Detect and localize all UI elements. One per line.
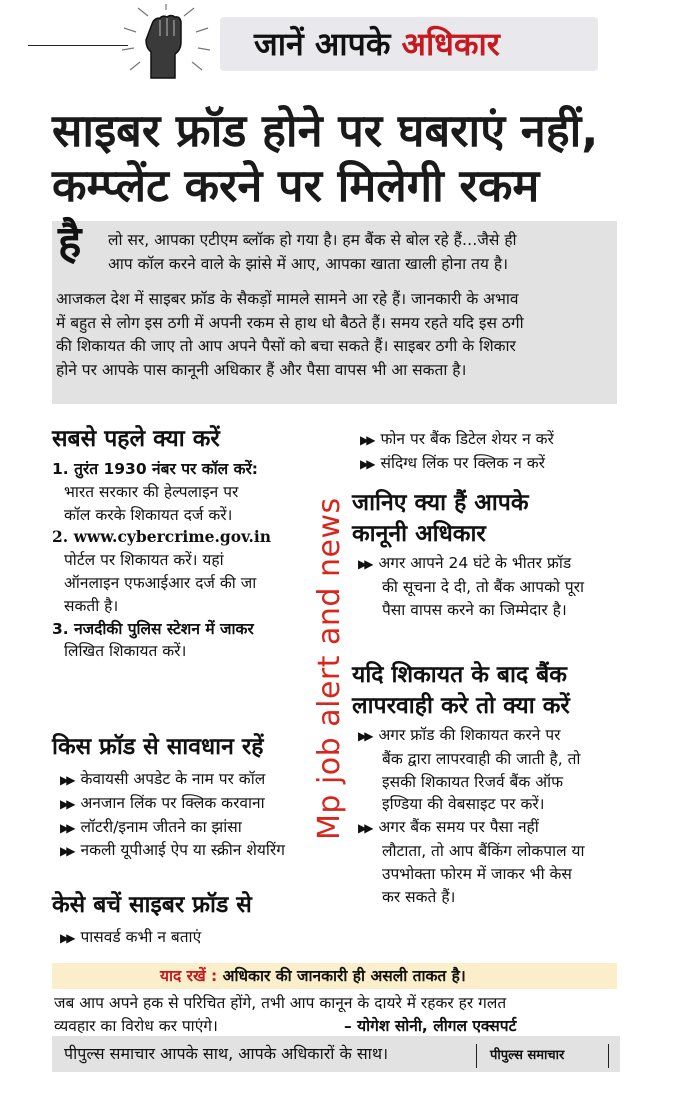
intro-line: आजकल देश में साइबर फ्रॉड के सैकड़ों मामले सामने आ रहे हैं। जानकारी के अभाव [56,290,519,308]
negligence-text: इसकी शिकायत रिजर्व बैंक ऑफ [382,772,564,791]
negligence-text: लौटाता, तो आप बैंकिंग लोकपाल या [382,841,585,860]
step-line: भारत सरकार की हेल्पलाइन पर [64,482,239,501]
rights-heading: कानूनी अधिकार [352,521,486,547]
footer-text: पीपुल्स समाचार आपके साथ, आपके अधिकारों के साथ। [64,1044,389,1063]
rights-heading: जानिए क्या हैं आपके [352,490,529,516]
first-steps-section [52,424,322,663]
intro-drop-char: है [58,217,82,268]
arrow-bullet-icon: ▶▶ [60,796,73,811]
protect-section [52,890,322,950]
protect-item: ▶▶ संदिग्ध लिंक पर क्लिक न करें [360,453,546,472]
arrow-bullet-icon: ▶▶ [60,844,73,859]
rights-section [352,488,642,621]
arrow-bullet-icon: ▶▶ [360,433,373,447]
negligence-text: उपभोक्ता फोरम में जाकर भी केस [382,864,572,883]
rights-text: की सूचना दे दी, तो बैंक आपको पूरा [382,577,585,596]
arrow-bullet-icon: ▶▶ [60,820,73,835]
note-line1 [160,965,466,988]
note-line: व्यवहार का विरोध कर पाएंगे। [54,1017,218,1035]
beware-item: ▶▶ अनजान लिंक पर क्लिक करवाना [60,793,265,812]
beware-section [52,732,322,863]
protect-heading: केसे बचें साइबर फ्रॉड से [52,892,252,918]
arrow-bullet-icon: ▶▶ [358,821,371,836]
arrow-bullet-icon: ▶▶ [358,557,371,571]
negligence-heading: लापरवाही करे तो क्या करें [352,693,570,719]
step-link: 2. www.cybercrime.gov.in [52,527,272,547]
note-label: याद रखें : [160,967,218,985]
negligence-text: अगर बैंक समय पर पैसा नहीं [378,818,539,837]
protect-item: ▶▶ फोन पर बैंक डिटेल शेयर न करें [360,430,554,448]
protect-continued [360,428,630,476]
arrow-bullet-icon: ▶▶ [60,773,73,787]
protect-item: ▶▶ पासवर्ड कभी न बताएं [60,928,202,946]
signature: – योगेश सोनी, लीगल एक्सपर्ट [344,1017,517,1035]
intro-line: में बहुत से लोग इस ठगी में अपनी रकम से हाथ धो बैठते हैं। समय रहते यदि इस ठगी [56,313,524,332]
rights-text: अगर आपने 24 घंटे के भीतर फ्रॉड [378,554,572,572]
watermark: Mp job alert and news [312,497,347,840]
rights-text: पैसा वापस करने का जिम्मेदार है। [382,600,567,619]
arrow-bullet-icon: ▶▶ [60,931,73,945]
raised-fist-icon [118,4,214,82]
step-line: 3. नजदीकी पुलिस स्टेशन में जाकर [52,619,254,638]
page-title [254,22,500,66]
header-rule [28,45,128,46]
note-line: जब आप अपने हक से परिचित होंगे, तभी आप कानून के दायरे में रहकर हर गलत [54,994,507,1012]
arrow-bullet-icon: ▶▶ [358,729,371,743]
title-part1: जानें आपके [254,25,391,63]
headline-line1: साइबर फ्रॉड होने पर घबराएं नहीं, [52,104,599,157]
intro-lead [108,229,613,276]
beware-item: ▶▶ लॉटरी/इनाम जीतने का झांसा [60,817,242,836]
note-text: अधिकार की जानकारी ही असली ताकत है। [222,967,466,985]
negligence-section [352,660,642,908]
footer-divider [476,1044,477,1068]
first-steps-heading: सबसे पहले क्या करें [52,426,220,452]
negligence-text: अगर फ्रॉड की शिकायत करने पर [378,726,561,744]
negligence-text: कर सकते हैं। [382,887,456,906]
step-line: ऑनलाइन एफआईआर दर्ज की जा [64,573,257,592]
beware-heading: किस फ्रॉड से सावधान रहें [52,734,264,760]
footer-brand: पीपुल्स समाचार [490,1048,565,1063]
step-line: सकती है। [64,596,119,615]
title-highlight: अधिकार [401,25,500,63]
footer-divider [608,1044,609,1068]
headline-line2: कम्प्लेंट करने पर मिलेगी रकम [52,159,540,212]
step-line: पोर्टल पर शिकायत करें। यहां [64,551,224,570]
intro-line: की शिकायत की जाए तो आप अपने पैसों को बचा सकते हैं। साइबर ठगी के शिकार [56,337,516,355]
beware-item: ▶▶ नकली यूपीआई ऐप या स्क्रीन शेयरिंग [60,841,285,860]
intro-body [56,288,616,382]
headline [52,103,652,213]
negligence-text: बैंक द्वारा लापरवाही की जाती है, तो [382,749,581,768]
intro-line: आप कॉल करने वाले के झांसे में आए, आपका खाता खाली होना तय है। [108,254,508,273]
intro-line: होने पर आपके पास कानूनी अधिकार हैं और पैसा वापस भी आ सकता है। [56,360,467,379]
note-body [54,992,624,1038]
step-line: कॉल करके शिकायत दर्ज करें। [64,505,233,524]
beware-item: ▶▶ केवायसी अपडेट के नाम पर कॉल [60,770,266,788]
step-line: 1. तुरंत 1930 नंबर पर कॉल करें: [52,460,259,478]
intro-line: लो सर, आपका एटीएम ब्लॉक हो गया है। हम बैंक से बोल रहे हैं…जैसे ही [108,231,517,249]
step-line: लिखित शिकायत करें। [64,642,187,661]
negligence-heading: यदि शिकायत के बाद बैंक [352,662,567,688]
arrow-bullet-icon: ▶▶ [360,456,373,471]
negligence-text: इण्डिया की वेबसाइट पर करें। [382,795,545,814]
